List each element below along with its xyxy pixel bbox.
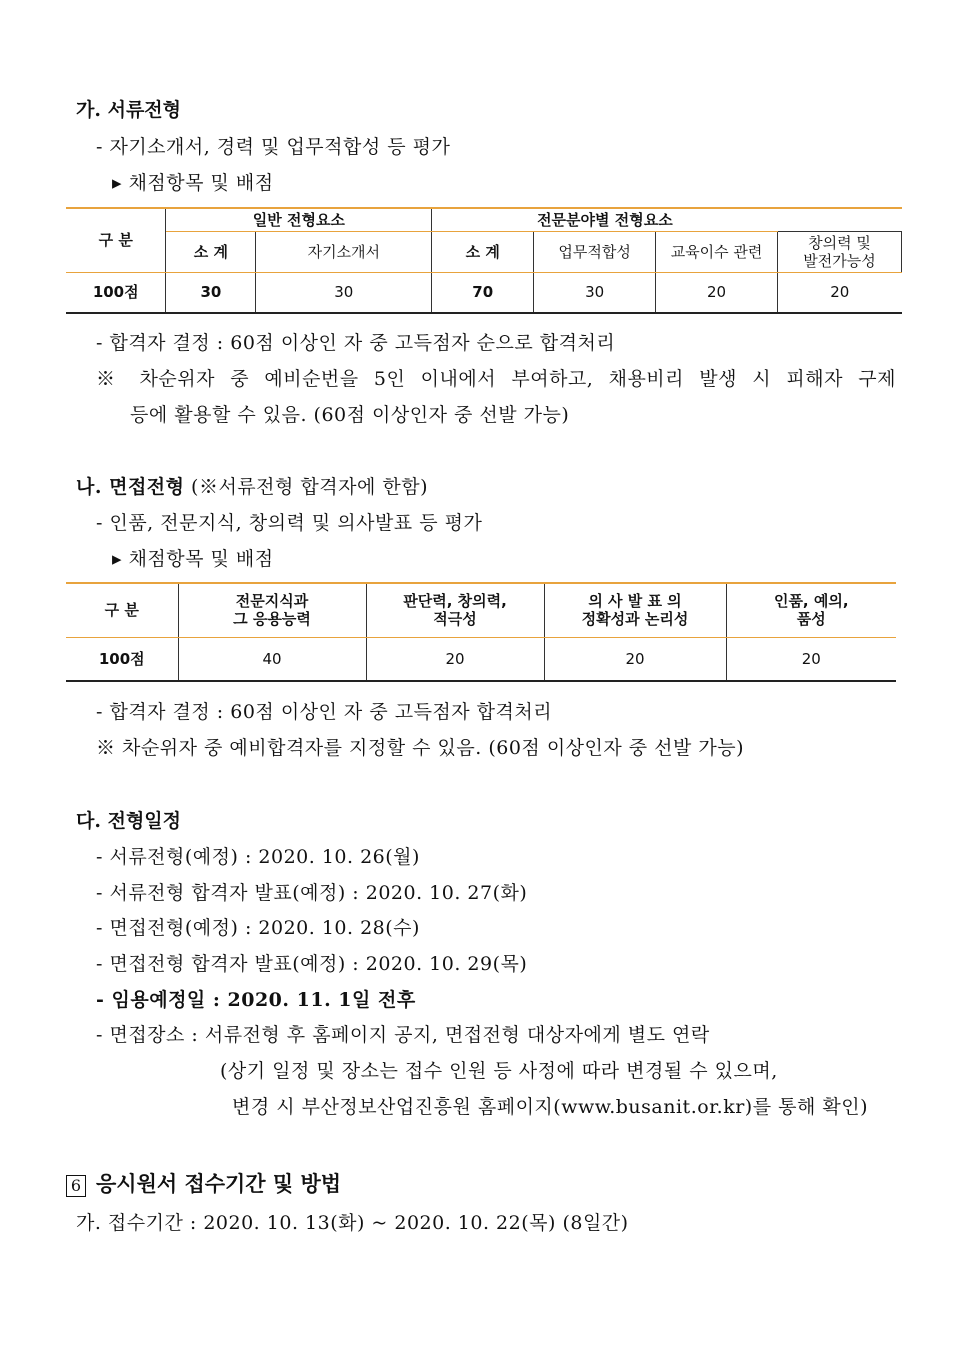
doc-v-edu: 20 [656,272,778,313]
int-v4: 20 [726,637,896,681]
doc-v-self: 30 [256,272,432,313]
section-6-title: 응시원서 접수기간 및 방법 [96,1171,342,1196]
section-na-sub: ▸ 채점항목 및 배점 [112,548,274,570]
doc-creativity-l1: 창의력 및 [808,233,871,252]
section-na-title-row [76,472,428,499]
int-c4-header [726,583,896,637]
section-ga-title: 가. 서류전형 [76,99,181,121]
section-ga-note-l2: 등에 활용할 수 있음. (60점 이상인자 중 선발 가능) [130,404,570,426]
doc-total: 100점 [66,272,166,313]
section-ga-note-l1: ※ 차순위자 중 예비순번을 5인 이내에서 부여하고, 채용비리 발생 시 피해자 구제 [96,368,896,390]
doc-v-fit: 30 [534,272,656,313]
int-v3: 20 [544,637,726,681]
int-c4-l1: 인품, 예의, [773,592,849,611]
doc-edu-header: 교육이수 관련 [656,231,778,272]
document-score-table [66,207,902,314]
int-c1-l1: 전문지식과 [235,592,309,611]
int-v1: 40 [178,637,366,681]
section-6-title-row [66,1168,341,1198]
doc-v-sogye1: 30 [166,272,256,313]
schedule-item-2: - 서류전형 합격자 발표(예정) : 2020. 10. 27(화) [96,882,528,904]
section-na-title: 나. 면접전형 [76,476,185,498]
doc-general-header: 일반 전형요소 [166,208,432,231]
schedule-item-1: - 서류전형(예정) : 2020. 10. 26(월) [96,846,420,868]
schedule-item-3: - 면접전형(예정) : 2020. 10. 28(수) [96,917,420,939]
doc-creativity-l2: 발전가능성 [803,251,876,270]
doc-self-intro-header: 자기소개서 [256,231,432,272]
int-total: 100점 [66,637,178,681]
int-v2: 20 [366,637,544,681]
doc-v-sogye2: 70 [432,272,534,313]
schedule-paren-l2: 변경 시 부산정보산업진흥원 홈페이지(www.busanit.or.kr)를 통해 확인) [232,1096,868,1118]
int-c1-header [178,583,366,637]
doc-v-creat: 20 [778,272,902,313]
schedule-item-6: - 면접장소 : 서류전형 후 홈페이지 공지, 면접전형 대상자에게 별도 연락 [96,1024,710,1046]
section-na-line1: - 인품, 전문지식, 창의력 및 의사발표 등 평가 [96,512,483,534]
doc-job-fit-header: 업무적합성 [534,231,656,272]
section-na-title-note: (※서류전형 합격자에 한함) [184,476,428,498]
doc-special-header: 전문분야별 전형요소 [432,208,778,231]
doc-empty-header [778,208,902,231]
section-6-number-box: 6 [66,1175,86,1197]
section-ga-line1: - 자기소개서, 경력 및 업무적합성 등 평가 [96,136,451,158]
section-da-title: 다. 전형일정 [76,810,181,832]
doc-creativity-header [778,231,902,272]
int-c4-l2: 품성 [796,610,826,629]
int-gubun-header: 구 분 [66,583,178,637]
section-ga-pass: - 합격자 결정 : 60점 이상인 자 중 고득점자 순으로 합격처리 [96,332,616,354]
int-c3-l1: 의 사 발 표 의 [588,592,682,611]
int-c3-header [544,583,726,637]
int-c2-header [366,583,544,637]
schedule-paren-l1: (상기 일정 및 장소는 접수 인원 등 사정에 따라 변경될 수 있으며, [220,1060,778,1082]
int-c2-l2: 적극성 [433,610,477,629]
section-6-line1: 가. 접수기간 : 2020. 10. 13(화) ~ 2020. 10. 22(목) (8일간) [76,1212,629,1234]
section-na-pass: - 합격자 결정 : 60점 이상인 자 중 고득점자 합격처리 [96,701,553,723]
int-c1-l2: 그 응용능력 [233,610,311,629]
schedule-item-4: - 면접전형 합격자 발표(예정) : 2020. 10. 29(목) [96,953,528,975]
section-na-note: ※ 차순위자 중 예비합격자를 지정할 수 있음. (60점 이상인자 중 선발 가능) [96,737,745,759]
doc-sogye2-header: 소 계 [432,231,534,272]
int-c2-l1: 판단력, 창의력, [403,592,507,611]
schedule-item-5: - 임용예정일 : 2020. 11. 1일 전후 [96,989,416,1011]
doc-sogye1-header: 소 계 [166,231,256,272]
doc-gubun-header: 구 분 [66,208,166,272]
section-ga-sub: ▸ 채점항목 및 배점 [112,172,274,194]
interview-score-table [66,582,896,682]
int-c3-l2: 정확성과 논리성 [581,610,689,629]
